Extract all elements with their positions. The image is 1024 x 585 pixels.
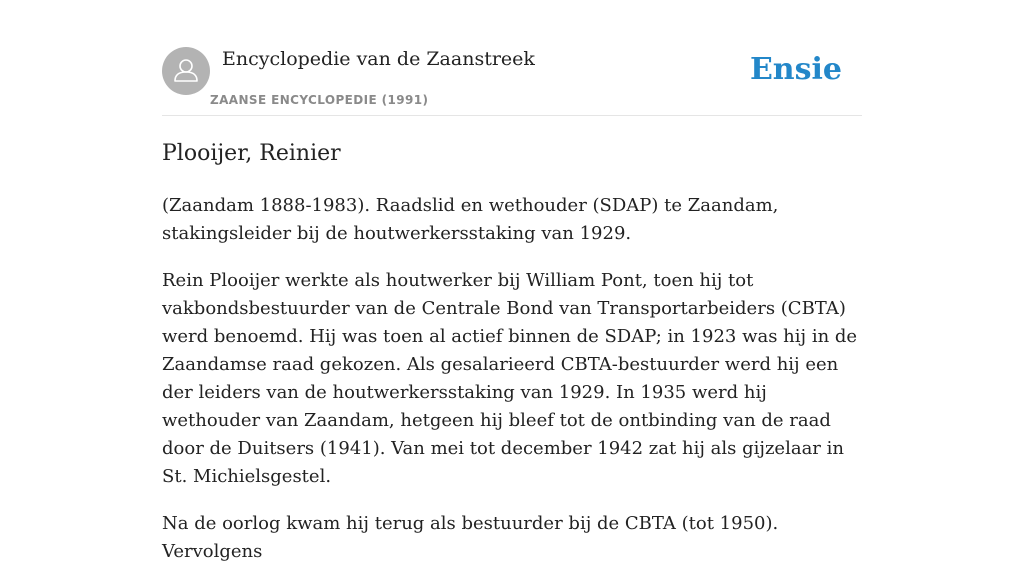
source-subtitle: ZAANSE ENCYCLOPEDIE (1991) <box>210 93 429 107</box>
article-paragraph: Rein Plooijer werkte als houtwerker bij William Pont, toen hij tot vakbondsbestuurder van de Centrale Bond van Transportarbeiders (CBTA) werd benoemd. Hij was toen al actief binnen de SDAP; in 1923 was hij in de Zaandamse raad gekozen. Als gesalarieerd CBTA-bestuurder werd hij een der leiders van de houtwerkersstaking van 1929. In 1935 werd hij wethouder van Zaandam, hetgeen hij bleef tot de ontbinding van de raad door de Duitsers (1941). Van mei tot december 1942 zat hij als gijzelaar in St. Michielsgestel. <box>162 270 858 487</box>
article-paragraph: Na de oorlog kwam hij terug als bestuurder bij de CBTA (tot 1950). Vervolgens <box>162 513 779 562</box>
brand-logo[interactable]: Ensie <box>749 52 842 87</box>
source-avatar[interactable] <box>162 47 210 95</box>
article-body <box>162 192 867 585</box>
source-header <box>162 46 862 116</box>
page-title: Plooijer, Reinier <box>162 141 341 166</box>
source-title[interactable]: Encyclopedie van de Zaanstreek <box>222 48 535 70</box>
article-intro: (Zaandam 1888-1983). Raadslid en wethouder (SDAP) te Zaandam, stakingsleider bij de houtwerkersstaking van 1929. <box>162 195 779 244</box>
user-placeholder-icon <box>162 47 210 95</box>
